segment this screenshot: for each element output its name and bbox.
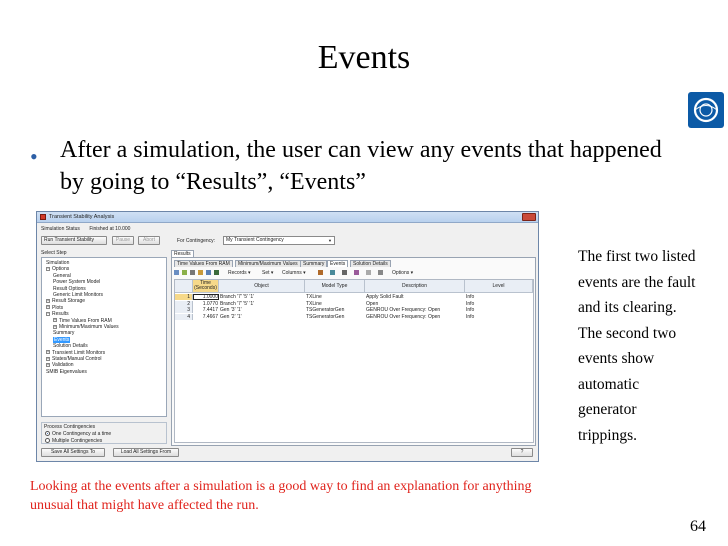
process-contingencies-group (41, 422, 167, 444)
column-header[interactable]: Object (219, 280, 305, 293)
tree-item-results[interactable] (46, 311, 69, 317)
multiple-contingencies-label: Multiple Contingencies (52, 438, 103, 444)
cell-object: Gen '2' '1' (220, 313, 242, 320)
main-toolbar (41, 236, 536, 246)
cell-level: Info (466, 300, 475, 307)
records-menu[interactable]: Records ▾ (228, 270, 251, 276)
cell-model: TSGeneratorGen (306, 313, 345, 320)
expand-icon[interactable]: + (47, 350, 50, 355)
grid-export-icon[interactable] (214, 269, 220, 277)
row-number: 1 (175, 294, 193, 300)
multiple-contingencies-radio[interactable] (45, 438, 102, 444)
side-note: The first two listed events are the fault and its clearing. The second two events show automatic generator trippings. (578, 248, 696, 444)
tree-item-label: Power System Model (53, 279, 101, 286)
tree-item-label: Options (52, 266, 70, 273)
tab-events[interactable]: Events (327, 260, 348, 267)
grid-filter-icon[interactable] (182, 269, 188, 277)
cell-model: TXLine (306, 300, 322, 307)
results-panel (171, 257, 536, 446)
tab-summary[interactable]: Summary (300, 260, 327, 267)
help-icon: ? (520, 449, 524, 455)
tree-item-label: Results (52, 311, 69, 318)
chevron-down-icon: ▼ (328, 238, 332, 243)
tree-item-label: Summary (53, 330, 75, 337)
tree-item-states-manual-control[interactable] (46, 356, 101, 362)
help-button[interactable] (511, 448, 533, 457)
tab-solution-details[interactable]: Solution Details (350, 260, 391, 267)
tree-item-general[interactable] (53, 273, 71, 279)
expand-icon[interactable]: + (54, 318, 57, 323)
cell-time: 1.0000 (193, 294, 219, 300)
tree-item-label: SMIB Eigenvalues (46, 368, 87, 375)
process-contingencies-label: Process Contingencies (44, 424, 96, 430)
tree-item-label: Events (54, 336, 70, 343)
simulation-status (41, 226, 130, 232)
row-number: 2 (175, 301, 193, 307)
bottom-toolbar (41, 448, 536, 459)
contingency-select[interactable] (223, 236, 335, 245)
column-header[interactable]: Time (Seconds) (193, 280, 219, 293)
cell-object: Branch '7' '5' '1' (220, 300, 255, 307)
results-pane (171, 250, 536, 446)
select-step-pane (41, 250, 169, 462)
expand-icon[interactable]: + (54, 324, 57, 329)
plot-icon[interactable] (330, 269, 336, 277)
select-step-label: Select Step (41, 250, 67, 256)
column-header[interactable]: Description (365, 280, 465, 293)
grid-sort-icon[interactable] (190, 269, 196, 277)
footer-note: Looking at the events after a simulation is a good way to find an explanation for anything unusual that might have affected the run. (30, 479, 532, 513)
grid-view-icon[interactable] (342, 269, 348, 277)
cell-description: GENROU Over Frequency: Open (366, 313, 441, 320)
collapse-icon[interactable]: − (47, 267, 50, 272)
tree-item-validation[interactable] (46, 362, 74, 368)
row-number: 4 (175, 314, 193, 320)
contingency-value: My Transient Contingency (226, 237, 284, 243)
calculator-icon[interactable] (378, 269, 384, 277)
tree-item-result-options[interactable] (53, 286, 86, 292)
cell-time: 7.4667 (202, 313, 218, 320)
tree-item-events[interactable] (53, 337, 70, 343)
formula-icon[interactable] (366, 269, 372, 277)
tree-item-generic-limit-monitors[interactable] (53, 292, 103, 298)
cell-level: Info (466, 294, 475, 300)
load-all-settings-button[interactable]: Load All Settings From (113, 448, 179, 457)
slide-title: Events (317, 39, 411, 76)
options-menu[interactable]: Options ▾ (392, 270, 414, 276)
cell-description: Apply Solid Fault (366, 294, 404, 300)
grid-toolbar (174, 269, 534, 277)
tree-item-smib-eigenvalues[interactable] (46, 369, 87, 375)
tree-item-time-values-from-ram[interactable] (53, 318, 112, 324)
cell-description: Open (366, 300, 379, 307)
window-title: Transient Stability Analysis (49, 214, 115, 220)
abort-button[interactable]: Abort (138, 236, 160, 245)
tree-item-label: General (53, 272, 71, 279)
column-header[interactable]: Level (465, 280, 533, 293)
grid-corner (175, 280, 193, 293)
radio-unchecked-icon (45, 438, 50, 443)
sum-icon[interactable] (354, 269, 360, 277)
bullet-text: After a simulation, the user can view any events that happened by going to “Results”, “Events” (60, 137, 662, 195)
tree-item-power-system-model[interactable] (53, 279, 100, 285)
pause-button[interactable]: Pause (112, 236, 134, 245)
save-all-settings-button[interactable]: Save All Settings To (41, 448, 105, 457)
cell-level: Info (466, 313, 475, 320)
status-label: Simulation Status (41, 226, 80, 232)
tree-item-label: Plots (52, 304, 64, 311)
page-number: 64 (690, 518, 706, 535)
tree-item-minimum-maximum-values[interactable] (53, 324, 119, 330)
column-header[interactable]: Model Type (305, 280, 365, 293)
radio-checked-icon (45, 431, 50, 436)
tab-time-values-from-ram[interactable]: Time Values From RAM (174, 260, 233, 267)
tree-item-summary[interactable] (53, 330, 74, 336)
transient-stability-window (36, 211, 539, 462)
tree-item-simulation[interactable] (46, 260, 69, 266)
cell-description: GENROU Over Frequency: Open (366, 307, 441, 313)
app-icon (40, 214, 46, 220)
tree-item-solution-details[interactable] (53, 343, 88, 349)
tree-item-label: Solution Details (53, 343, 88, 350)
expand-icon[interactable]: + (47, 299, 50, 304)
columns-menu[interactable]: Columns ▾ (282, 270, 306, 276)
tree-item-label: Generic Limit Monitors (53, 292, 104, 298)
step-tree (41, 257, 167, 417)
cell-time: 7.4417 (202, 307, 218, 313)
expand-icon[interactable]: + (47, 356, 50, 361)
tree-item-label: Transient Limit Monitors (52, 349, 106, 356)
bullet-icon: • (30, 144, 38, 169)
run-transient-stability-button[interactable]: Run Transient Stability (41, 236, 107, 245)
grid-find-icon[interactable] (198, 269, 204, 277)
grid-copy-icon[interactable] (206, 269, 212, 277)
events-grid (174, 279, 534, 443)
tree-item-label: Result Storage (52, 298, 86, 305)
window-titlebar (37, 212, 538, 223)
tree-item-label: Validation (52, 362, 74, 369)
expand-icon[interactable]: + (47, 363, 50, 368)
logo-icon (688, 92, 724, 128)
tree-item-label: Result Options (53, 285, 86, 292)
row-number: 3 (175, 307, 193, 313)
contingency-label: For Contingency: (177, 238, 216, 244)
cell-model: TXLine (306, 294, 322, 300)
cell-level: Info (466, 307, 475, 313)
tree-item-result-storage[interactable] (46, 298, 85, 304)
set-menu[interactable]: Set ▾ (262, 270, 274, 276)
close-icon[interactable] (522, 213, 536, 221)
tree-item-label: States/Manual Control (52, 356, 102, 362)
tab-minimum-maximum-values[interactable]: Minimum/Maximum Values (235, 260, 301, 267)
cell-model: TSGeneratorGen (306, 307, 345, 313)
tree-item-plots[interactable] (46, 305, 63, 311)
cell-object: Branch '7' '5' '1' (220, 294, 255, 300)
tree-item-transient-limit-monitors[interactable] (46, 350, 105, 356)
grid-table-icon[interactable] (174, 269, 180, 277)
expand-icon[interactable]: + (47, 305, 50, 310)
status-value: Finished at 10.000 (89, 226, 131, 232)
one-contingency-label: One Contingency at a time (52, 431, 112, 437)
tab-results[interactable]: Results (171, 250, 194, 257)
cell-time: 1.0770 (202, 300, 218, 307)
tree-item-label: Time Values From RAM (59, 317, 112, 324)
cell-object: Gen '3' '1' (220, 307, 242, 313)
collapse-icon[interactable]: − (47, 311, 50, 316)
one-contingency-radio[interactable] (45, 431, 111, 437)
chart-icon[interactable] (318, 269, 324, 277)
tree-item-label: Minimum/Maximum Values (59, 324, 119, 330)
tree-item-options[interactable] (46, 266, 69, 272)
tree-item-label: Simulation (46, 260, 70, 266)
